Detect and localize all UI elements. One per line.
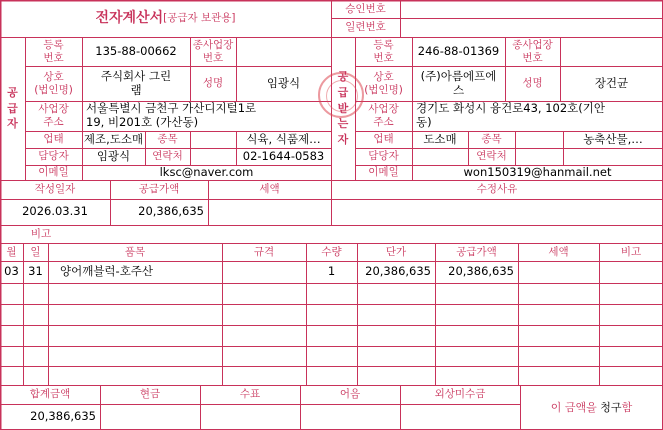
- receiver-name: (주)아름에프에 스: [420, 68, 497, 97]
- promissory-note-label: 어음: [339, 388, 361, 401]
- supplier-phone: 02-1644-0583: [242, 148, 325, 163]
- col-month: 월: [6, 245, 17, 258]
- serial-number-label: 일련번호: [345, 21, 386, 34]
- title-main: 전자계산서: [95, 10, 164, 27]
- receiver-address: 경기도 화성시 융건로43, 102호(기안 동): [416, 101, 605, 129]
- row1-spec: [222, 261, 306, 283]
- remarks: [82, 225, 663, 243]
- row1-supply: 20,386,635: [448, 264, 514, 279]
- supplier-item-label: 종목: [157, 133, 178, 146]
- supplier-address: 서울특별시 금천구 가산디지털1로 19, 비201호 (가산동): [86, 101, 257, 129]
- claim-prefix: 이 금액을: [550, 400, 597, 414]
- supply-amount: 20,386,635: [138, 204, 204, 219]
- supplier-email: lksc@naver.com: [159, 165, 254, 179]
- row1-note: [599, 261, 663, 283]
- row1-tax: [518, 261, 599, 283]
- col-day: 일: [30, 245, 41, 258]
- receiver-email-label: 이메일: [368, 166, 399, 179]
- credit-label: 외상미수금: [434, 388, 486, 401]
- supplier-business-type: 제조,도소매: [83, 131, 144, 146]
- row1-day: 31: [28, 264, 43, 279]
- cash-label: 현금: [139, 388, 161, 401]
- supplier-branch-label: 종사업장 번호: [192, 38, 234, 64]
- receiver-name-label: 상호 (법인명): [364, 70, 403, 96]
- col-item: 품목: [124, 245, 146, 258]
- claim-statement: [520, 385, 663, 430]
- col-unit-price: 단가: [385, 245, 407, 258]
- claim-suffix: 함: [621, 400, 633, 414]
- col-tax: 세액: [548, 245, 569, 258]
- tax-amount-label: 세액: [259, 183, 280, 196]
- total-label: 합계금액: [29, 388, 71, 401]
- col-supply: 공급가액: [456, 245, 497, 258]
- revision-reason-label: 수정사유: [476, 183, 518, 196]
- receiver-phone: [563, 148, 663, 165]
- row1-unit-price: 20,386,635: [365, 264, 431, 279]
- receiver-reg-label: 등록 번호: [373, 38, 394, 64]
- supplier-rep-label: 성명: [202, 77, 224, 90]
- receiver-item-label: 종목: [481, 133, 502, 146]
- receiver-business-type: 도소매: [423, 131, 457, 146]
- row1-month: 03: [4, 264, 19, 279]
- col-qty: 수량: [321, 245, 342, 258]
- revision-reason: [331, 199, 663, 225]
- supply-amount-label: 공급가액: [138, 183, 180, 196]
- supplier-name-label: 상호 (법인명): [34, 70, 73, 96]
- col-spec: 규격: [253, 245, 275, 258]
- title-sub: [공급자 보관용]: [163, 12, 236, 25]
- receiver-side-label: 공 급 받 는 자: [337, 69, 349, 147]
- receiver-branch-label: 종사업장 번호: [512, 38, 553, 64]
- supplier-contact: 임광식: [96, 148, 131, 163]
- issue-date: 2026.03.31: [22, 204, 88, 219]
- supplier-reg-label: 등록 번호: [43, 38, 64, 64]
- tax-amount: [208, 199, 331, 225]
- supplier-name: 주식회사 그린 램: [100, 68, 172, 97]
- supplier-reg-no: 135-88-00662: [95, 43, 177, 58]
- supplier-addr-label: 사업장 주소: [38, 103, 69, 128]
- supplier-contact-label: 담당자: [38, 150, 69, 163]
- row1-qty: 1: [327, 264, 336, 279]
- invoice-title: [0, 0, 331, 37]
- receiver-email: won150319@hanmail.net: [463, 165, 612, 179]
- date-label: 작성일자: [34, 183, 76, 196]
- total-amount: 20,386,635: [30, 409, 96, 424]
- receiver-contact: [412, 148, 468, 165]
- receiver-rep: 장건균: [594, 75, 629, 90]
- row1-item: 양어깨블럭-호주산: [60, 264, 154, 279]
- col-note: 비고: [620, 245, 642, 258]
- supplier-side-label: 공 급 자: [7, 85, 18, 131]
- approval-number-label: 승인번호: [345, 2, 386, 15]
- receiver-addr-label: 사업장 주소: [368, 103, 399, 128]
- remarks-label: 비고: [30, 227, 52, 240]
- supplier-type-label: 업태: [43, 133, 64, 146]
- check-label: 수표: [239, 388, 261, 401]
- supplier-email-label: 이메일: [38, 166, 69, 179]
- receiver-reg-no: 246-88-01369: [417, 43, 500, 58]
- receiver-phone-label: 연락처: [476, 150, 507, 163]
- claim-word: 청구: [600, 400, 622, 414]
- supplier-phone-label: 연락처: [152, 150, 183, 163]
- receiver-type-label: 업태: [373, 133, 394, 146]
- receiver-business-item: 농축산물,…: [583, 131, 643, 146]
- receiver-rep-label: 성명: [522, 77, 543, 90]
- receiver-contact-label: 담당자: [368, 150, 399, 163]
- supplier-business-item: 식육, 식품제…: [246, 131, 321, 146]
- supplier-rep: 임광식: [266, 75, 301, 90]
